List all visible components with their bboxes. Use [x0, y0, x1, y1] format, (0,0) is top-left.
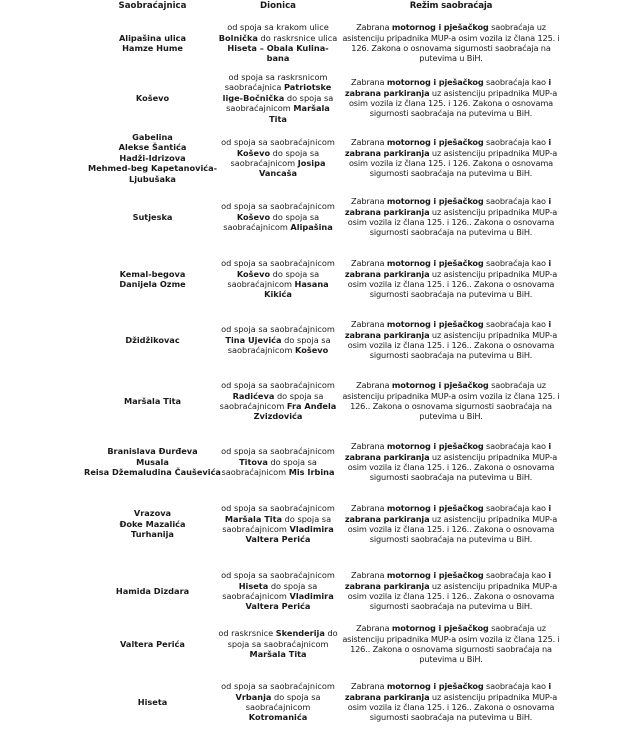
section-cell-text: od spoja sa saobraćajnicom: [221, 258, 335, 269]
section-cell-emphasis: Radićeva: [232, 390, 275, 401]
street-name-line: Koševo: [135, 92, 170, 103]
regime-cell: [340, 672, 562, 732]
street-name-line: Hadži-Idrizova: [119, 152, 186, 163]
regime-cell-text: Zabrana: [351, 319, 387, 330]
regime-cell-text: Zabrana: [356, 623, 392, 634]
section-cell-text: od spoja sa saobraćajnicom: [221, 570, 335, 581]
street-cell: [84, 432, 221, 492]
regime-cell-emphasis: i zabrana parkiranja: [344, 137, 551, 158]
section-cell: [218, 188, 338, 246]
street-cell: [90, 672, 215, 732]
section-cell-emphasis: Koševo: [236, 147, 271, 158]
section-cell-emphasis: Kotromanića: [248, 712, 308, 723]
street-cell: [90, 72, 215, 124]
section-cell-text: do raskrsnice ulica: [257, 32, 338, 43]
section-cell-text: do spoja sa saobraćajnicom: [230, 147, 320, 168]
section-cell-emphasis: Tina Ujevića: [225, 334, 282, 345]
regime-cell: [340, 370, 562, 432]
regime-cell: [340, 560, 562, 622]
section-cell-text: do spoja sa saobraćajnicom: [222, 580, 318, 601]
regime-cell: [340, 18, 562, 68]
street-cell: [90, 188, 215, 246]
regime-cell-emphasis: i zabrana parkiranja: [344, 441, 551, 462]
section-cell-text: od spoja sa saobraćajnicom: [221, 446, 335, 457]
street-name-line: Valtera Perića: [120, 638, 185, 649]
section-cell: [218, 672, 338, 732]
regime-cell: [340, 250, 562, 308]
regime-cell-text: Zabrana: [351, 503, 387, 514]
regime-cell-text: saobraćaja kao: [483, 441, 549, 452]
street-name-line: Alipašina ulica: [118, 32, 187, 43]
section-cell-text: od spoja sa saobraćajnicom: [221, 681, 335, 692]
regime-cell-text: saobraćaja uz asistenciju pripadnika MUP-a osim vozila iz člana 125. i 126.. Zakona o osnovama sigurnosti saobraćaja na putevima u BiH.: [342, 623, 560, 665]
section-cell-text: od raskrsnice: [218, 628, 276, 639]
regime-cell-text: uz asistenciju pripadnika MUP-a osim vozila iz člana 125. i 126.. Zakona o osnovama sigurnosti saobraćaja na putevima u BiH.: [347, 329, 558, 361]
street-name-line: Hamze Hume: [122, 43, 183, 53]
section-cell-emphasis: Josipa Vancaša: [258, 158, 326, 179]
regime-cell-text: saobraćaja uz asistenciju pripadnika MUP-a osim vozila iz člana 125. i 126. Zakona o osnovama sigurnosti saobraćaja na putevima u BiH.: [342, 22, 560, 64]
regime-cell: [340, 488, 562, 560]
section-cell: [218, 310, 338, 370]
regime-cell-text: uz asistenciju pripadnika MUP-a osim vozila iz člana 125. i 126.. Zakona o osnovama sigurnosti saobraćaja na putevima u BiH.: [347, 513, 558, 545]
street-cell: [90, 310, 215, 370]
street-cell: [90, 370, 215, 432]
section-cell: [218, 488, 338, 560]
street-cell: [90, 618, 215, 670]
section-cell-emphasis: Vladimira Valtera Perića: [245, 524, 334, 545]
section-cell: [218, 18, 338, 68]
section-cell-text: od spoja sa saobraćajnicom: [221, 201, 335, 212]
regime-cell-emphasis: i zabrana parkiranja: [344, 319, 551, 340]
regime-cell-text: Zabrana: [351, 137, 387, 148]
section-cell-text: od spoja sa raskrsnicom saobraćajnica: [224, 71, 328, 93]
regime-cell-emphasis: motornog i pješačkog: [386, 503, 484, 514]
street-name-line: Hiseta: [137, 696, 168, 707]
regime-cell-text: Zabrana: [356, 380, 392, 391]
regime-cell-emphasis: motornog i pješačkog: [391, 380, 489, 391]
regime-cell-text: Zabrana: [351, 681, 387, 692]
regime-cell-text: saobraćaja kao: [483, 258, 549, 269]
section-cell: [218, 370, 338, 432]
section-cell: [218, 132, 338, 184]
street-name-line: Turhanija: [131, 529, 174, 540]
section-cell-emphasis: Fra Anđela Zvizdovića: [253, 401, 337, 422]
regime-cell-emphasis: i zabrana parkiranja: [344, 681, 551, 702]
regime-cell-text: saobraćaja kao: [483, 570, 549, 581]
section-cell-text: do spoja sa saobraćajnicom: [223, 211, 320, 233]
regime-cell-text: Zabrana: [356, 22, 392, 33]
regime-cell-emphasis: i zabrana parkiranja: [344, 503, 551, 524]
regime-cell: [340, 310, 562, 370]
regime-cell-emphasis: motornog i pješačkog: [386, 319, 484, 330]
section-cell-emphasis: Hiseta – Obala Kulina-bana: [227, 43, 329, 64]
regime-cell-text: uz asistenciju pripadnika MUP-a osim vozila iz člana 125. i 126. Zakona o osnovama sigurnosti saobraćaja na putevima u BiH.: [348, 147, 558, 179]
street-cell: [90, 18, 215, 68]
section-cell: [218, 432, 338, 492]
section-cell-emphasis: Skenderija: [275, 628, 325, 639]
header-section: Dionica: [260, 1, 296, 11]
regime-cell: [340, 618, 562, 670]
header-regime: Režim saobraćaja: [409, 1, 493, 11]
section-cell-emphasis: Koševo: [295, 345, 329, 356]
regime-cell-emphasis: motornog i pješačkog: [391, 22, 489, 33]
regime-cell: [340, 188, 562, 246]
regime-cell-emphasis: motornog i pješačkog: [386, 441, 484, 452]
street-cell: [90, 488, 215, 560]
section-cell-text: od spoja sa krakom ulice: [227, 22, 329, 33]
street-cell: [90, 250, 215, 308]
regime-cell-emphasis: motornog i pješačkog: [391, 623, 489, 634]
street-name-line: Đoke Mazalića: [119, 518, 186, 529]
street-name-line: Reisa Džemaludina Čauševića: [84, 467, 221, 478]
street-cell: [90, 560, 215, 622]
section-cell: [218, 618, 338, 670]
regime-cell-text: saobraćaja kao: [483, 681, 549, 692]
regime-cell-emphasis: motornog i pješačkog: [386, 258, 484, 269]
regime-cell-text: uz asistenciju pripadnika MUP-a osim vozila iz člana 125. i 126.. Zakona o osnovama sigurnosti saobraćaja na putevima u BiH.: [347, 691, 558, 723]
section-cell-text: do spoja sa saobraćajnicom: [221, 456, 317, 478]
section-cell-text: do spoja sa saobraćajnicom: [219, 390, 324, 411]
regime-cell-text: uz asistenciju pripadnika MUP-a osim vozila iz člana 125. i 126. Zakona o osnovama sigurnosti saobraćaja na putevima u BiH.: [348, 87, 558, 119]
street-name-line: Branislava Đurđeva: [107, 446, 198, 457]
section-cell-emphasis: Koševo: [236, 211, 271, 222]
regime-cell-text: Zabrana: [351, 570, 387, 581]
regime-cell-text: saobraćaja kao: [483, 137, 549, 148]
regime-cell-text: Zabrana: [351, 258, 387, 269]
section-cell-emphasis: Hasana Kikića: [264, 279, 329, 300]
regime-cell-text: Zabrana: [351, 77, 387, 88]
street-name-line: Mehmed-beg Kapetanovića-: [87, 163, 218, 174]
section-cell-text: do spoja sa saobraćajnicom: [226, 92, 334, 114]
regime-cell: [340, 72, 562, 124]
street-name-line: Danijela Ozme: [119, 279, 186, 289]
street-cell: [87, 131, 218, 184]
regime-cell-text: saobraćaja kao: [483, 196, 549, 207]
regime-cell-text: saobraćaja uz asistenciju pripadnika MUP-a osim vozila iz člana 125. i 126.. Zakona o osnovama sigurnosti saobraćaja na putevima u BiH.: [342, 380, 560, 422]
street-name-line: Hamida Dizdara: [115, 585, 190, 596]
section-cell-emphasis: Hiseta: [238, 580, 269, 591]
street-name-line: Vrazova: [133, 508, 172, 519]
section-cell-emphasis: Koševo: [236, 268, 271, 279]
regime-cell-text: uz asistenciju pripadnika MUP-a osim vozila iz člana 125. i 126.. Zakona o osnovama sigurnosti saobraćaja na putevima u BiH.: [347, 451, 558, 483]
regime-cell-emphasis: i zabrana parkiranja: [344, 196, 551, 217]
street-name-line: Alekse Šantića: [118, 142, 187, 153]
section-cell-emphasis: Mis Irbina: [288, 467, 335, 478]
regime-cell-text: saobraćaja kao: [483, 503, 549, 514]
section-cell: [218, 72, 338, 124]
regime-cell-text: uz asistenciju pripadnika MUP-a osim vozila iz člana 125. i 126.. Zakona o osnovama sigurnosti saobraćaja na putevima u BiH.: [347, 206, 558, 238]
section-cell-text: od spoja sa saobraćajnicom: [221, 324, 335, 335]
street-name-line: Džidžikovac: [125, 334, 180, 345]
regime-cell-emphasis: motornog i pješačkog: [386, 137, 484, 148]
regime-cell-emphasis: i zabrana parkiranja: [344, 77, 551, 98]
section-cell: [218, 560, 338, 622]
regime-cell-text: saobraćaja kao: [483, 319, 549, 330]
regime-cell-emphasis: motornog i pješačkog: [386, 77, 484, 88]
section-cell-emphasis: Alipašina: [290, 222, 333, 233]
section-cell-emphasis: Vrbanja: [235, 691, 272, 702]
street-name-line: Sutjeska: [132, 211, 173, 222]
regime-cell-text: uz asistenciju pripadnika MUP-a osim vozila iz člana 125. i 126.. Zakona o osnovama sigurnosti saobraćaja na putevima u BiH.: [347, 580, 558, 612]
header-street: Saobraćajnica: [118, 1, 187, 11]
section-cell-emphasis: Bolnička: [218, 32, 258, 43]
regime-cell-text: Zabrana: [351, 196, 387, 207]
street-name-line: Gabelina: [132, 131, 173, 142]
section-cell-text: do spoja sa saobraćajnicom: [227, 628, 338, 649]
street-name-line: Kemal-begova: [119, 268, 186, 279]
section-cell-emphasis: Maršala Tita: [269, 103, 330, 124]
section-cell-text: od spoja sa saobraćajnicom: [221, 137, 335, 148]
regime-cell-text: saobraćaja kao: [483, 77, 549, 88]
regime-cell-text: uz asistenciju pripadnika MUP-a osim vozila iz člana 125. i 126.. Zakona o osnovama sigurnosti saobraćaja na putevima u BiH.: [347, 268, 558, 300]
section-cell: [218, 250, 338, 308]
regime-cell-emphasis: motornog i pješačkog: [386, 681, 484, 692]
street-name-line: Ljubušaka: [129, 173, 176, 184]
street-name-line: Maršala Tita: [123, 395, 182, 406]
section-cell-emphasis: Titova: [239, 456, 268, 467]
section-cell-text: do spoja sa saobraćajnicom: [245, 691, 321, 712]
section-cell-text: do spoja sa saobraćajnicom: [227, 334, 331, 356]
section-cell-text: od spoja sa saobraćajnicom: [221, 503, 335, 514]
regime-cell-text: Zabrana: [351, 441, 387, 452]
section-cell-text: od spoja sa saobraćajnicom: [221, 380, 335, 391]
regime-cell-emphasis: motornog i pješačkog: [386, 196, 484, 207]
section-cell-emphasis: Maršala Tita: [249, 649, 307, 660]
section-cell-emphasis: Maršala Tita: [224, 513, 283, 524]
street-name-line: Musala: [136, 456, 169, 467]
regime-cell: [340, 132, 562, 184]
regime-cell-emphasis: i zabrana parkiranja: [344, 570, 551, 591]
regime-cell-emphasis: motornog i pješačkog: [386, 570, 484, 581]
section-cell-emphasis: Vladimira Valtera Perića: [245, 591, 334, 612]
section-cell-emphasis: Patriotske lige-Bočnička: [222, 82, 332, 103]
regime-cell-emphasis: i zabrana parkiranja: [344, 258, 551, 279]
regime-cell: [340, 432, 562, 492]
section-cell-text: do spoja sa saobraćajnicom: [222, 513, 332, 534]
section-cell-text: do spoja sa saobraćajnicom: [227, 268, 320, 289]
